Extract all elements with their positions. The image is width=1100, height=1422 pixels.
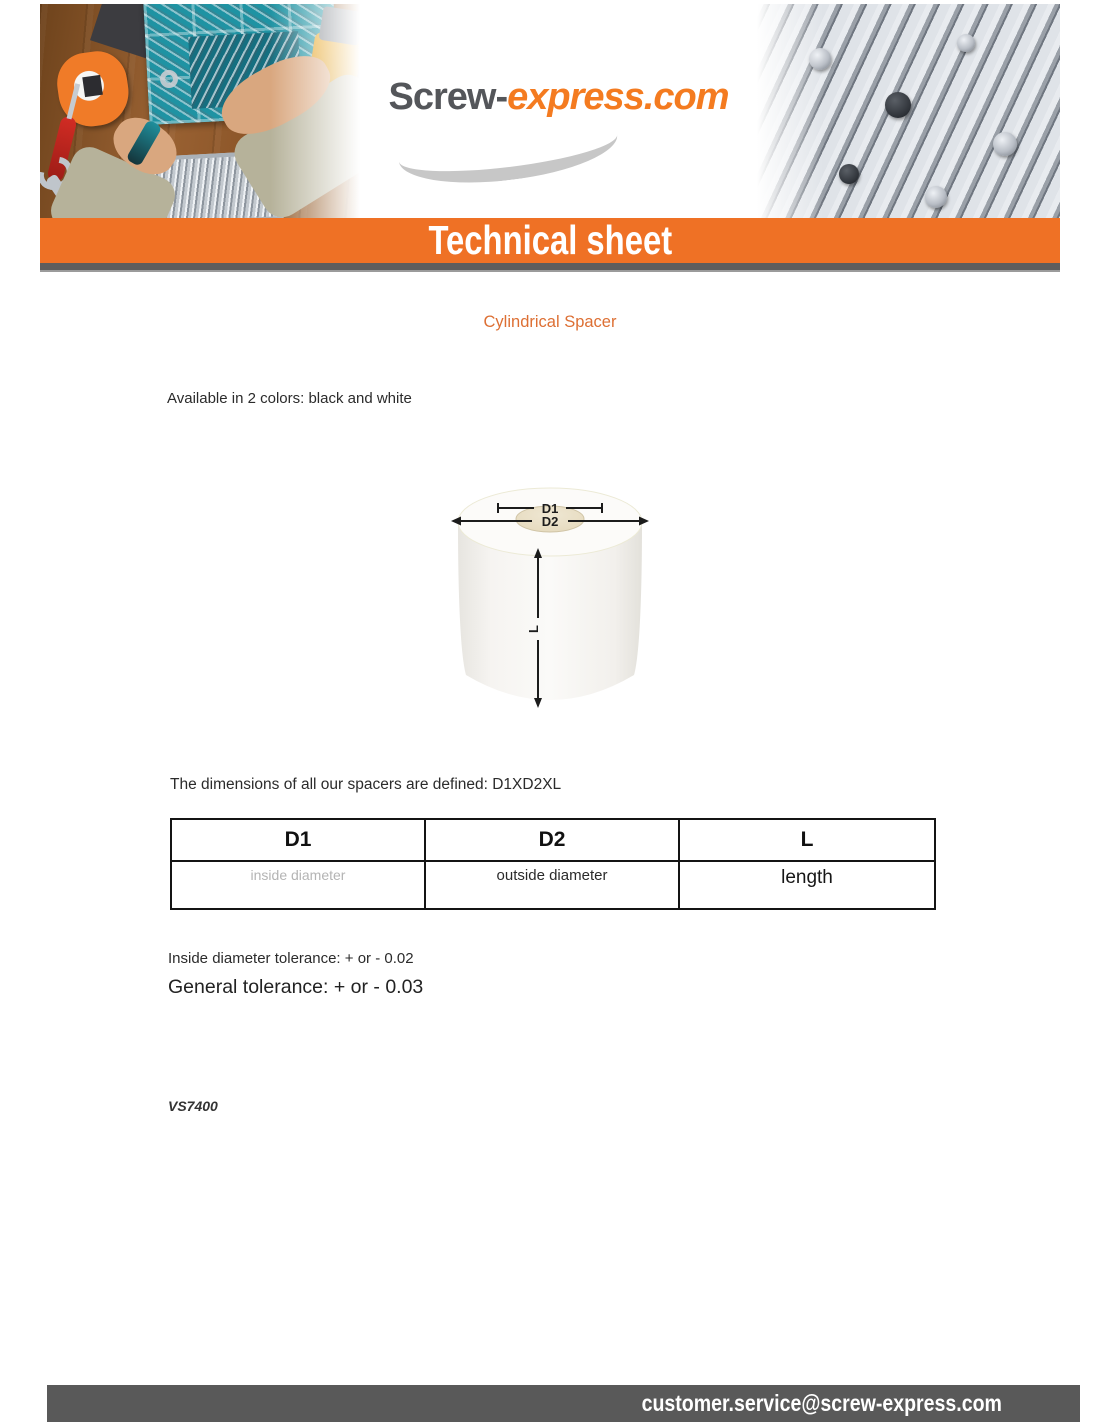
d2-arrow-left [451,517,461,526]
photo-fade [757,4,1060,218]
l-arrow-bottom [534,698,542,708]
inside-diameter-tolerance-note: Inside diameter tolerance: + or - 0.02 [168,950,414,967]
spacer-figure [450,478,650,718]
banner-title: Technical sheet [428,217,672,263]
table-description-row [172,862,934,908]
l-label: L [526,625,541,633]
technical-sheet-banner [40,218,1060,263]
logo-area [360,4,757,218]
screws-pile-photo [757,4,1060,218]
dimensions-table [170,818,936,910]
logo-text-suffix: express.com [507,76,729,118]
d2-arrow-right [639,517,649,526]
footer-bar [47,1385,1080,1422]
banner-underline-bar [40,263,1060,272]
table-cell-length: length [781,867,833,888]
table-cell-inside-diameter: inside diameter [172,862,426,908]
table-header-d1: D1 [172,820,426,860]
logo-text-prefix: Screw- [388,76,508,118]
spacer-diagram [450,478,650,718]
general-tolerance-note: General tolerance: + or - 0.03 [168,976,424,998]
table-header-row [172,820,934,862]
d1-label: D1 [541,501,559,516]
photo-fade [40,4,360,218]
color-availability-note: Available in 2 colors: black and white [167,390,412,407]
product-reference-code: VS7400 [168,1098,218,1114]
table-cell-outside-diameter: outside diameter [426,862,680,908]
table-header-d2: D2 [426,820,680,860]
d2-label: D2 [541,514,559,529]
table-header-l: L [800,828,814,851]
product-title: Cylindrical Spacer [483,313,617,331]
workbench-photo [40,4,360,218]
customer-service-email[interactable]: customer.service@screw-express.com [641,1390,1002,1416]
dimensions-definition-note: The dimensions of all our spacers are defined: D1XD2XL [170,776,562,793]
site-logo [360,76,757,119]
